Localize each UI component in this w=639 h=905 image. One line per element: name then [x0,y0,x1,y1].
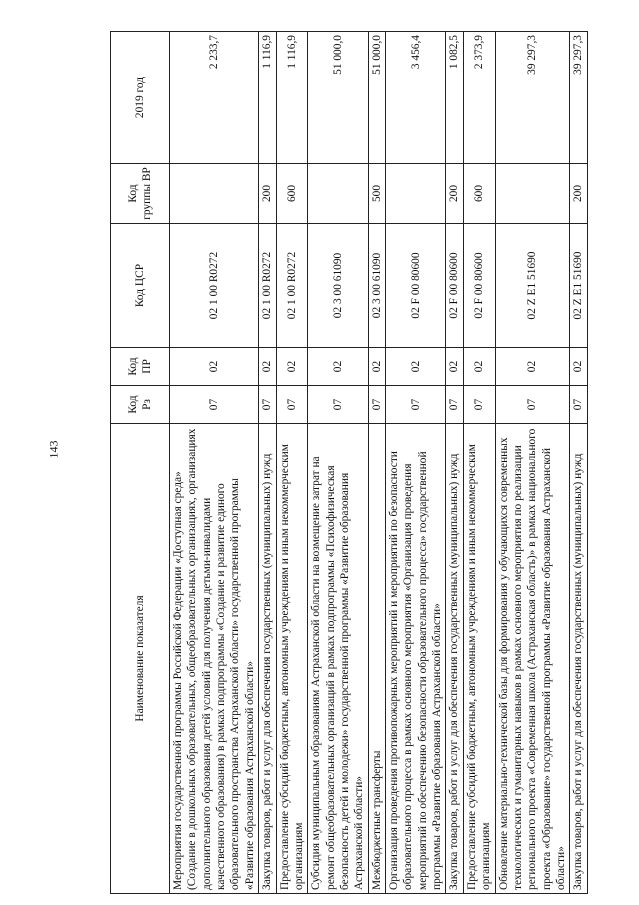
row-name: Мероприятия государственной программы Российской Федерации «Доступная среда» (Создание в дошкольных образовательных, общеобразовательных организациях, организациях дополнительного образования детей условий для получения детьми-инвалидами качественного образования) в рамках подпрограммы «Создание и развитие единого образовательного пространства Астраханской области» государственной программы «Развитие образования Астраханской области» [170,424,259,894]
row-name: Предоставление субсидий бюджетным, автономным учреждениям и иным некоммерческим организациям [463,424,495,894]
table-row [259,32,276,894]
row-vr [308,164,368,224]
table-row [170,32,259,894]
row-pr: 02 [276,348,308,386]
table-row [368,32,385,894]
row-csr: 02 1 00 R0272 [259,224,276,348]
row-pr: 02 [446,348,463,386]
row-vr: 500 [368,164,385,224]
row-name: Обновление материально-технической базы для формирования у обучающихся современных технологических и гуманитарных навыков в рамках основного мероприятия по реализации регионального проекта «Современная школа (Астраханская область)» в рамках национального проекта «Образование» государственной программы «Развитие образования Астраханской области» [495,424,570,894]
page-number: 143 [46,440,61,459]
row-sum: 2 233,7 [170,32,259,164]
row-sum: 39 297,3 [570,32,587,164]
table-row [308,32,368,894]
row-vr: 200 [446,164,463,224]
row-vr: 200 [570,164,587,224]
row-rz: 07 [308,386,368,424]
row-name: Межбюджетные трансферты [368,424,385,894]
row-csr: 02 1 00 R0272 [276,224,308,348]
row-pr: 02 [495,348,570,386]
header-csr: Код ЦСР [111,224,170,348]
row-rz: 07 [463,386,495,424]
row-name: Закупка товаров, работ и услуг для обеспечения государственных (муниципальных) нужд [570,424,587,894]
row-sum: 1 116,9 [276,32,308,164]
table-row [570,32,587,894]
row-vr: 200 [259,164,276,224]
row-pr: 02 [386,348,446,386]
row-sum: 3 456,4 [386,32,446,164]
row-name: Закупка товаров, работ и услуг для обеспечения государственных (муниципальных) нужд [259,424,276,894]
header-vr: Код группы ВР [111,164,170,224]
row-csr: 02 F 00 80600 [446,224,463,348]
header-pr: Код ПР [111,348,170,386]
row-sum: 2 373,9 [463,32,495,164]
row-sum: 51 000,0 [308,32,368,164]
row-vr [386,164,446,224]
row-pr: 02 [308,348,368,386]
row-sum: 51 000,0 [368,32,385,164]
row-name: Предоставление субсидий бюджетным, автономным учреждениям и иным некоммерческим организациям [276,424,308,894]
table-header-row [111,32,170,894]
row-csr: 02 F 00 80600 [386,224,446,348]
row-csr: 02 F 00 80600 [463,224,495,348]
header-year: 2019 год [111,32,170,164]
table-row [463,32,495,894]
table-row [446,32,463,894]
row-sum: 39 297,3 [495,32,570,164]
row-pr: 02 [368,348,385,386]
row-vr [170,164,259,224]
row-csr: 02 Z E1 51690 [570,224,587,348]
row-rz: 07 [368,386,385,424]
row-name: Организация проведения противопожарных мероприятий и мероприятий по безопасности образовательного процесса в рамках основного мероприятия «Организация проведения мероприятий по обеспечению безопасности образовательного процесса» государственной программы «Развитие образования Астраханской области» [386,424,446,894]
row-csr: 02 1 00 R0272 [170,224,259,348]
budget-table [110,31,588,894]
row-vr: 600 [276,164,308,224]
row-pr: 02 [463,348,495,386]
row-rz: 07 [259,386,276,424]
row-pr: 02 [570,348,587,386]
row-name: Закупка товаров, работ и услуг для обеспечения государственных (муниципальных) нужд [446,424,463,894]
row-rz: 07 [170,386,259,424]
row-name: Субсидия муниципальным образованиям Астраханской области на возмещение затрат на ремонт общеобразовательных организаций в рамках подпрограммы «Психофизическая безопасность детей и молодежи» государственной программы «Развитие образования Астраханской области» [308,424,368,894]
row-rz: 07 [276,386,308,424]
table-row [495,32,570,894]
row-sum: 1 082,5 [446,32,463,164]
row-sum: 1 116,9 [259,32,276,164]
table-row [386,32,446,894]
row-csr: 02 Z E1 51690 [495,224,570,348]
header-rz: Код Рз [111,386,170,424]
row-rz: 07 [570,386,587,424]
row-vr: 600 [463,164,495,224]
row-pr: 02 [259,348,276,386]
rotated-table-container [110,32,585,894]
row-rz: 07 [386,386,446,424]
row-csr: 02 3 00 61090 [368,224,385,348]
row-vr [495,164,570,224]
row-rz: 07 [446,386,463,424]
table-row [276,32,308,894]
header-name: Наименование показателя [111,424,170,894]
row-pr: 02 [170,348,259,386]
row-csr: 02 3 00 61090 [308,224,368,348]
row-rz: 07 [495,386,570,424]
